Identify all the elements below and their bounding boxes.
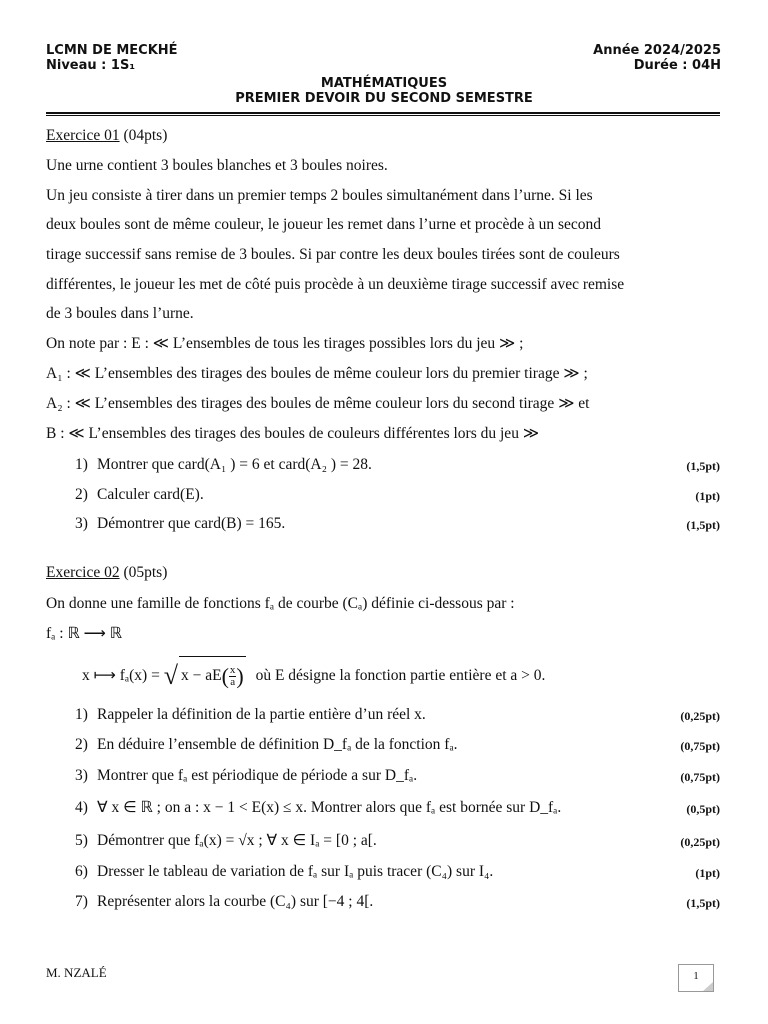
question-number: 4) — [75, 799, 88, 816]
exercise1-line: tirage successif sans remise de 3 boules. Si par contre les deux boules tirées sont de couleurs — [46, 246, 620, 263]
fraction-numerator: x — [229, 663, 236, 676]
question-number: 6) — [75, 863, 88, 880]
function-formula — [82, 656, 545, 694]
question-number: 7) — [75, 893, 88, 910]
question-text: En déduire l’ensemble de définition D_fₐ de la fonction fₐ. — [97, 736, 458, 753]
exercise2-question — [75, 767, 417, 785]
sqrt-symbol: √ — [163, 661, 178, 690]
question-text: Représenter alors la courbe (C₄) sur [−4 ; 4[. — [97, 893, 374, 910]
question-text: Calculer card(E). — [97, 486, 204, 503]
formula-radicand — [179, 656, 246, 695]
exercise2-title: Exercice 02 — [46, 564, 120, 581]
exercise1-question — [75, 515, 285, 533]
question-text: Démontrer que fₐ(x) = √x ; ∀ x ∈ Iₐ = [0 ; a[. — [97, 832, 377, 849]
question-points: (0,5pt) — [686, 802, 720, 816]
exercise1-line: Une urne contient 3 boules blanches et 3 boules noires. — [46, 157, 388, 174]
header-rule-thin — [46, 115, 720, 116]
exercise1-question — [75, 456, 372, 474]
question-text: Rappeler la définition de la partie entière d’un réel x. — [97, 706, 426, 723]
subject-title: MATHÉMATIQUES — [320, 76, 448, 91]
author-name: M. NZALÉ — [46, 965, 107, 980]
exercise1-heading — [46, 127, 167, 145]
exam-title: PREMIER DEVOIR DU SECOND SEMESTRE — [235, 91, 533, 106]
header-rule — [46, 112, 720, 114]
exercise1-line: de 3 boules dans l’urne. — [46, 305, 194, 322]
question-number: 3) — [75, 515, 88, 532]
question-number: 2) — [75, 736, 88, 753]
question-number: 2) — [75, 486, 88, 503]
question-number: 3) — [75, 767, 88, 784]
function-mapping: fₐ : ℝ ⟶ ℝ — [46, 625, 122, 642]
close-paren: ) — [236, 663, 244, 689]
question-text: Montrer que card(A₁ ) = 6 et card(A₂ ) = 28. — [97, 456, 372, 473]
radicand-text: x − aE — [180, 667, 222, 684]
exercise1-line: Un jeu consiste à tirer dans un premier temps 2 boules simultanément dans l’urne. Si les — [46, 187, 593, 204]
formula-right: où E désigne la fonction partie entière et a > 0. — [255, 667, 546, 684]
question-points: (0,25pt) — [680, 835, 720, 849]
question-points: (0,75pt) — [680, 739, 720, 753]
question-points: (0,75pt) — [680, 770, 720, 784]
question-number: 1) — [75, 706, 88, 723]
exercise1-title: Exercice 01 — [46, 127, 120, 144]
definition-A2: A₂ : ≪ L’ensembles des tirages des boules de même couleur lors du second tirage ≫ et — [46, 395, 590, 412]
exercise2-question — [75, 706, 426, 724]
question-points: (1,5pt) — [686, 518, 720, 532]
exercise2-question — [75, 799, 561, 817]
question-points: (1,5pt) — [686, 896, 720, 910]
exercise1-line: différentes, le joueur les met de côté puis procède à un deuxième tirage successif avec remise — [46, 276, 625, 293]
question-points: (0,25pt) — [680, 709, 720, 723]
exercise2-heading — [46, 564, 167, 582]
question-text: Démontrer que card(B) = 165. — [97, 515, 286, 532]
exercise2-intro: On donne une famille de fonctions fₐ de courbe (Cₐ) définie ci-dessous par : — [46, 595, 515, 612]
question-text: Dresser le tableau de variation de fₐ sur Iₐ puis tracer (C₄) sur I₄. — [97, 863, 494, 880]
fraction-denominator: a — [230, 675, 236, 688]
question-points: (1pt) — [695, 866, 720, 880]
page-number: 1 — [678, 964, 714, 992]
definition-E: On note par : E : ≪ L’ensembles de tous les tirages possibles lors du jeu ≫ ; — [46, 335, 524, 352]
class-level: Niveau : 1S₁ — [46, 58, 136, 73]
question-number: 1) — [75, 456, 88, 473]
exercise1-line: deux boules sont de même couleur, le joueur les remet dans l’urne et procède à un second — [46, 216, 602, 233]
question-text: Montrer que fₐ est périodique de période a sur D_fₐ. — [97, 767, 418, 784]
question-points: (1pt) — [695, 489, 720, 503]
exercise2-question — [75, 863, 493, 881]
exercise2-question — [75, 893, 373, 911]
school-year: Année 2024/2025 — [593, 43, 721, 58]
definition-B: B : ≪ L’ensembles des tirages des boules de couleurs différentes lors du jeu ≫ — [46, 425, 540, 442]
formula-left: x ⟼ fₐ(x) = — [82, 667, 160, 684]
exercise2-question — [75, 736, 458, 754]
question-text: ∀ x ∈ ℝ ; on a : x − 1 < E(x) ≤ x. Montrer alors que fₐ est bornée sur D_fₐ. — [97, 799, 562, 816]
exercise1-points: (04pts) — [123, 127, 168, 144]
exercise1-question — [75, 486, 204, 504]
question-points: (1,5pt) — [686, 459, 720, 473]
open-paren: ( — [221, 663, 229, 689]
exercise2-points: (05pts) — [123, 564, 168, 581]
school-name: LCMN DE MECKHÉ — [46, 43, 178, 58]
question-number: 5) — [75, 832, 88, 849]
exercise2-question — [75, 832, 377, 850]
exam-duration: Durée : 04H — [633, 58, 721, 73]
definition-A1: A₁ : ≪ L’ensembles des tirages des boules de même couleur lors du premier tirage ≫ ; — [46, 365, 588, 382]
